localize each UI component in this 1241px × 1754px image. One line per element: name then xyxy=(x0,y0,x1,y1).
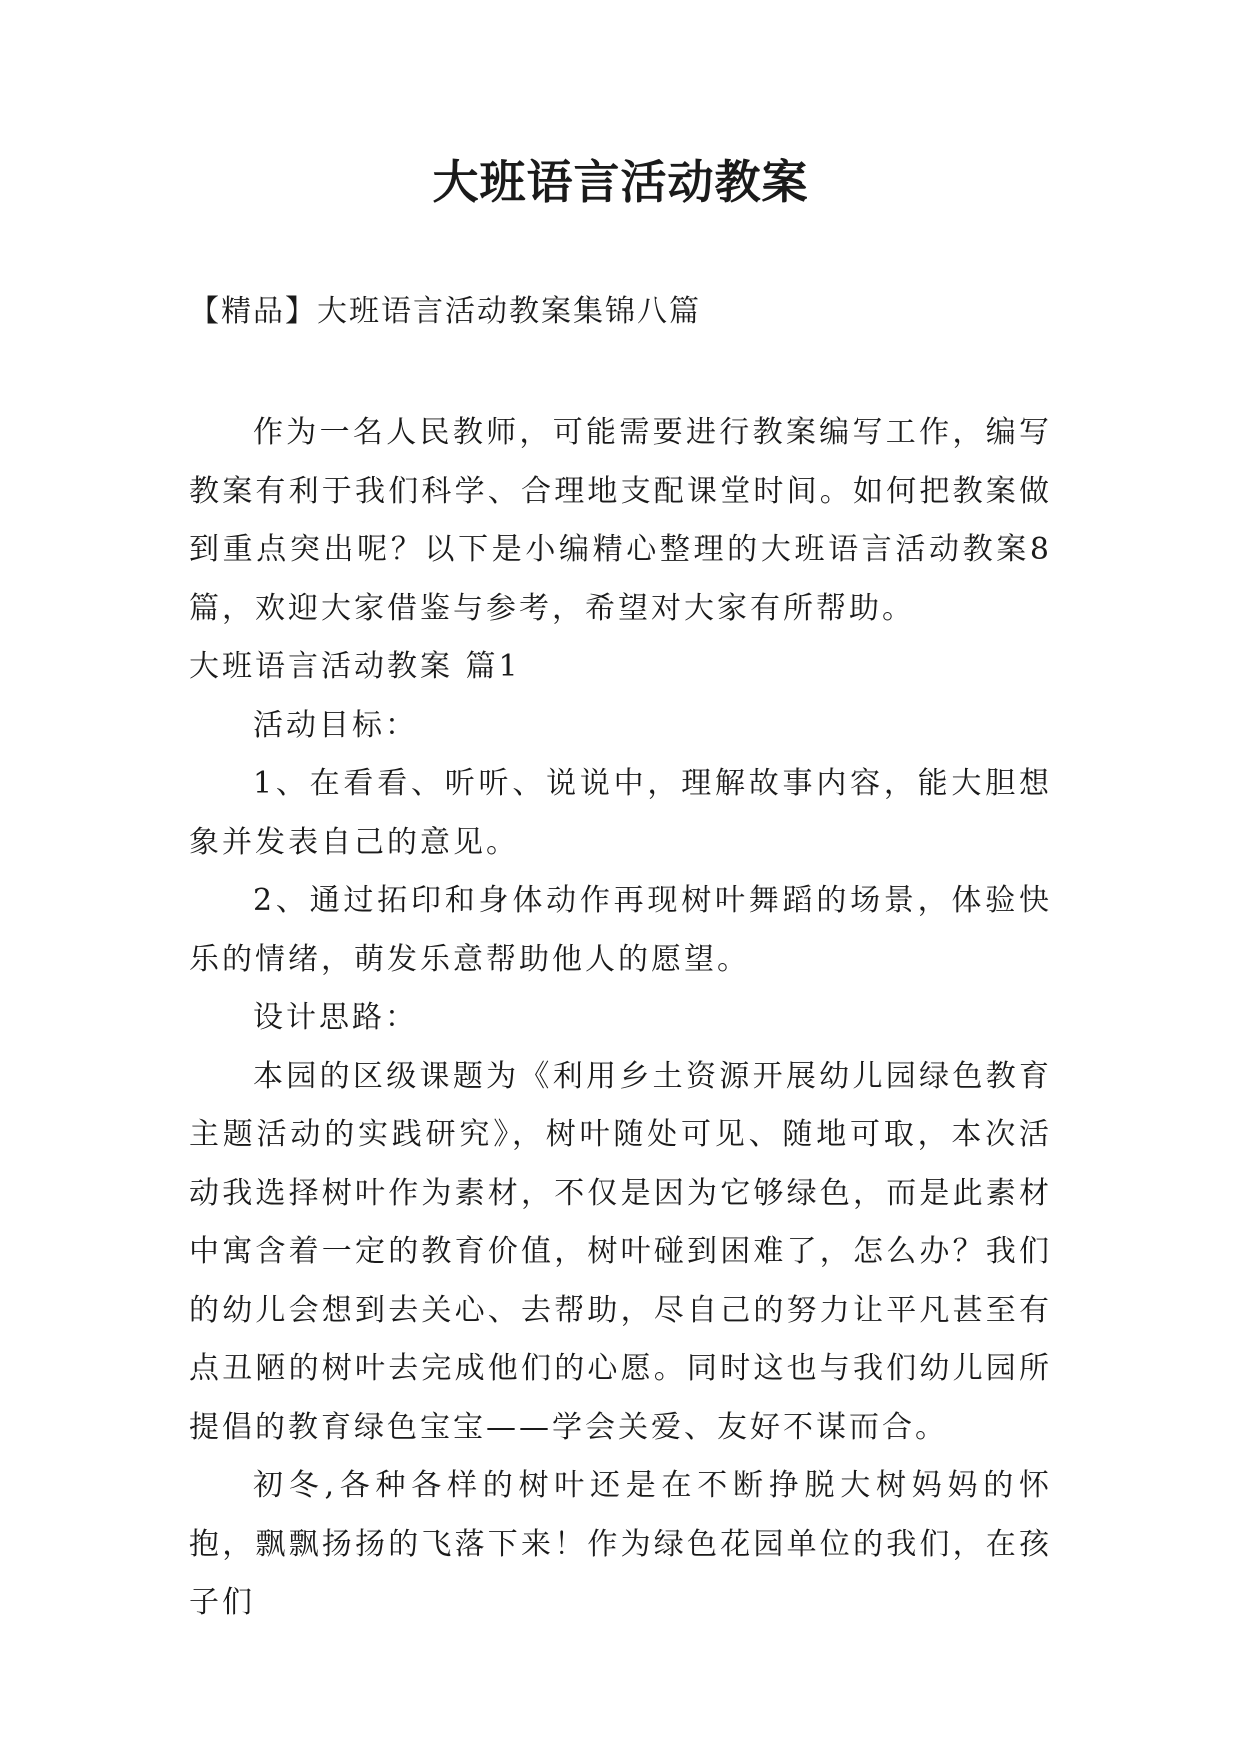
paragraph-winter: 初冬,各种各样的树叶还是在不断挣脱大树妈妈的怀抱，飘飘扬扬的飞落下来！作为绿色花园单位的我们，在孩子们 xyxy=(189,1468,1052,1620)
section-heading: 大班语言活动教案 篇1 xyxy=(189,649,521,684)
paragraph-design-body: 本园的区级课题为《利用乡土资源开展幼儿园绿色教育主题活动的实践研究》，树叶随处可见、随地可取，本次活动我选择树叶作为素材，不仅是因为它够绿色，而是此素材中寓含着一定的教育价值，树叶碰到困难了，怎么办？我们的幼儿会想到去关心、去帮助，尽自己的努力让平凡甚至有点丑陋的树叶去完成他们的心愿。同时这也与我们幼儿园所提倡的教育绿色宝宝——学会关爱、友好不谋而合。 xyxy=(189,1058,1052,1445)
document-subtitle: 【精品】大班语言活动教案集锦八篇 xyxy=(189,294,701,329)
document-title: 大班语言活动教案 xyxy=(432,155,809,209)
document-body xyxy=(189,404,1052,1633)
paragraph-design-heading: 设计思路： xyxy=(253,1000,418,1035)
paragraph-objective-2: 2、通过拓印和身体动作再现树叶舞蹈的场景，体验快乐的情绪，萌发乐意帮助他人的愿望。 xyxy=(189,883,1052,977)
paragraph-intro: 作为一名人民教师，可能需要进行教案编写工作，编写教案有利于我们科学、合理地支配课堂时间。如何把教案做到重点突出呢？以下是小编精心整理的大班语言活动教案8篇，欢迎大家借鉴与参考，希望对大家有所帮助。 xyxy=(189,415,1052,626)
paragraph-objective-1: 1、在看看、听听、说说中，理解故事内容，能大胆想象并发表自己的意见。 xyxy=(189,766,1052,860)
paragraph-objectives-heading: 活动目标： xyxy=(253,707,418,743)
